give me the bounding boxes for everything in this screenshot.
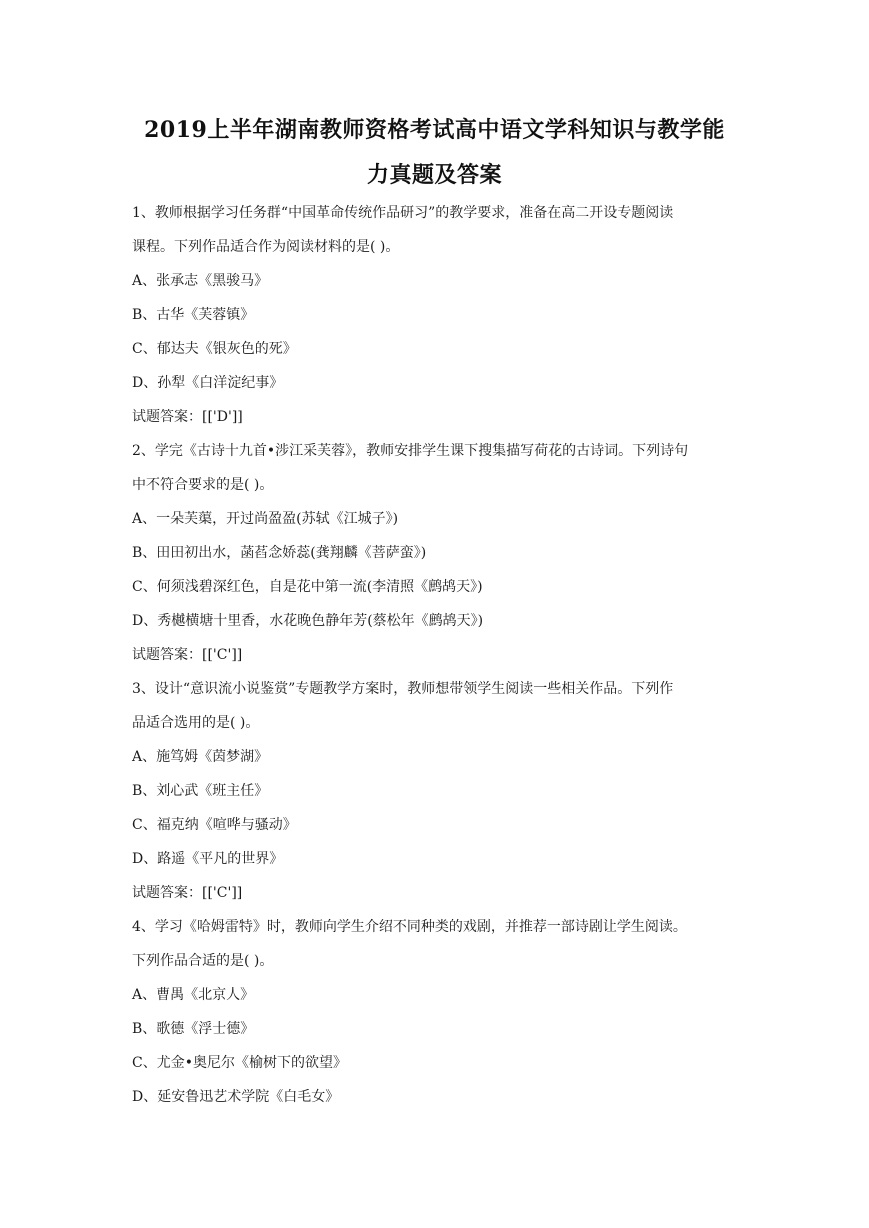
- question-4-option-d: D、延安鲁迅艺术学院《白毛女》: [132, 1089, 340, 1105]
- question-1-option-c: C、郁达夫《银灰色的死》: [132, 341, 297, 357]
- question-4-option-a: A、曹禺《北京人》: [132, 987, 255, 1003]
- question-2-option-c: C、何须浅碧深红色，自是花中第一流(李清照《鹧鸪天》): [132, 579, 483, 595]
- question-2-option-a: A、一朵芙蕖，开过尚盈盈(苏轼《江城子》): [132, 511, 399, 527]
- question-3-stem-cont: 品适合选用的是( )。: [132, 715, 260, 731]
- question-1-stem: 1、教师根据学习任务群“中国革命传统作品研习”的教学要求，准备在高二开设专题阅读: [132, 205, 674, 221]
- question-4-option-b: B、歌德《浮士德》: [132, 1021, 255, 1037]
- question-1-stem-cont: 课程。下列作品适合作为阅读材料的是( )。: [132, 239, 400, 255]
- question-3-answer: 试题答案：[['C']]: [132, 885, 243, 901]
- question-3-option-b: B、刘心武《班主任》: [132, 783, 269, 799]
- question-3-option-c: C、福克纳《喧哗与骚动》: [132, 817, 297, 833]
- question-1-option-b: B、古华《芙蓉镇》: [132, 307, 255, 323]
- question-2-stem-cont: 中不符合要求的是( )。: [132, 477, 274, 493]
- question-2-answer: 试题答案：[['C']]: [132, 647, 243, 663]
- document-title-line-2: 力真题及答案: [366, 162, 502, 188]
- question-1-answer: 试题答案：[['D']]: [132, 409, 243, 425]
- question-3-option-a: A、施笃姆《茵梦湖》: [132, 749, 269, 765]
- question-2-option-d: D、秀樾横塘十里香，水花晚色静年芳(蔡松年《鹧鸪天》): [132, 613, 484, 629]
- question-4-stem-cont: 下列作品合适的是( )。: [132, 953, 274, 969]
- question-1-option-d: D、孙犁《白洋淀纪事》: [132, 375, 284, 391]
- question-1-option-a: A、张承志《黑骏马》: [132, 273, 269, 289]
- question-3-option-d: D、路遥《平凡的世界》: [132, 851, 284, 867]
- document-title-line-1: 2019上半年湖南教师资格考试高中语文学科知识与教学能: [144, 117, 725, 143]
- question-4-option-c: C、尤金•奥尼尔《榆树下的欲望》: [132, 1055, 347, 1071]
- question-2-stem: 2、学完《古诗十九首•涉江采芙蓉》，教师安排学生课下搜集描写荷花的古诗词。下列诗句: [132, 443, 689, 459]
- question-4-stem: 4、学习《哈姆雷特》时，教师向学生介绍不同种类的戏剧，并推荐一部诗剧让学生阅读。: [132, 919, 687, 935]
- question-3-stem: 3、设计“意识流小说鉴赏”专题教学方案时，教师想带领学生阅读一些相关作品。下列作: [132, 681, 674, 697]
- question-2-option-b: B、田田初出水，菡萏念娇蕊(龚翔麟《菩萨蛮》): [132, 545, 427, 561]
